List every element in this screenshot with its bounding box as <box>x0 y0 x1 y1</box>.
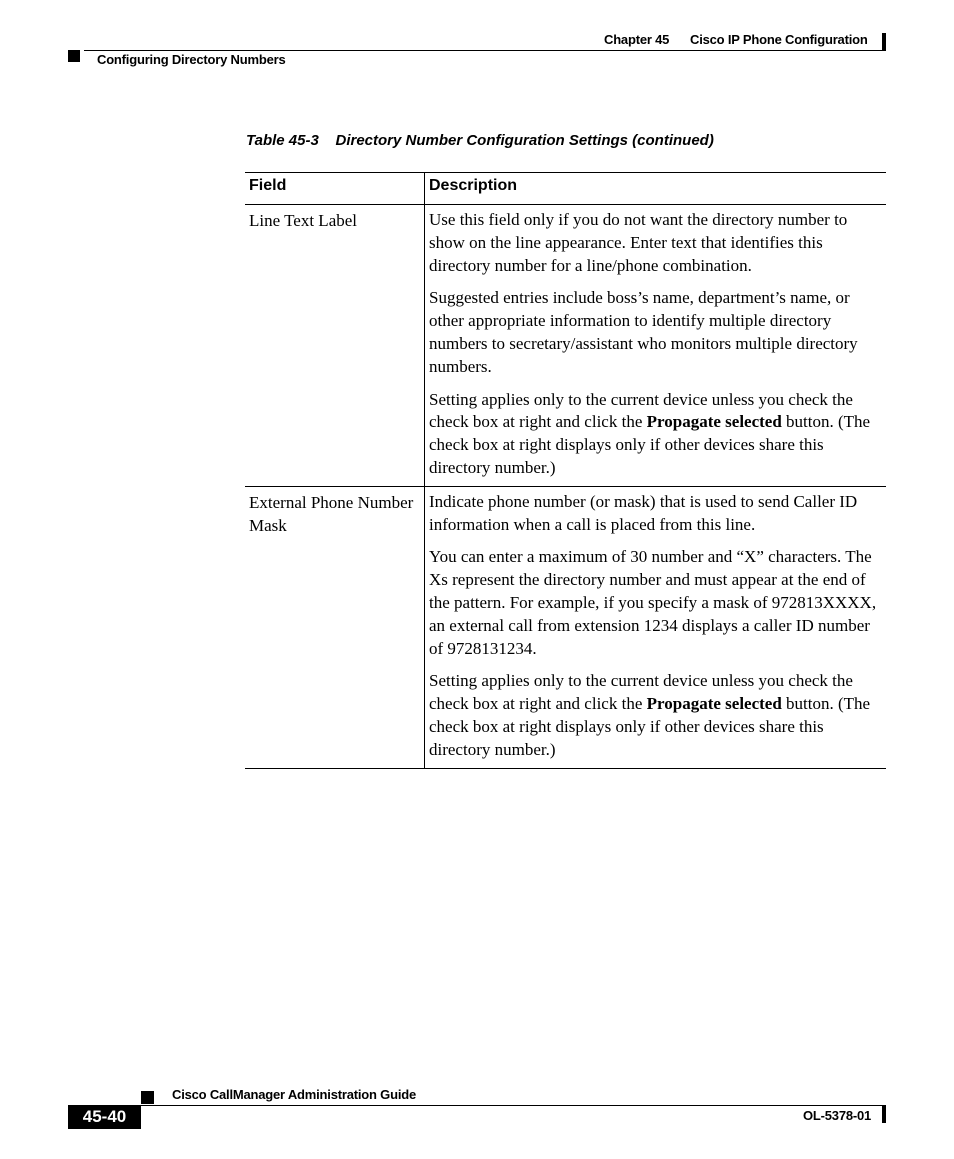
description-paragraph: Indicate phone number (or mask) that is used to send Caller ID information when a call is placed from this line. <box>429 491 858 534</box>
footer-guide-title: Cisco CallManager Administration Guide <box>172 1087 417 1102</box>
column-header-description: Description <box>429 177 518 194</box>
header-chapter-title: Cisco IP Phone Configuration <box>690 32 868 47</box>
field-name: Line Text Label <box>245 205 425 486</box>
header-section: Configuring Directory Numbers <box>97 52 286 67</box>
header-chapter: Chapter 45 <box>604 32 670 47</box>
header-bar-marker <box>882 33 886 50</box>
description-text: button. (The check box at right displays only if other devices share this directory number.) <box>429 694 871 759</box>
settings-table <box>245 172 886 769</box>
description-text: Setting applies only to the current device unless you check the check box at right and click the <box>429 671 853 714</box>
column-header-field: Field <box>245 173 425 204</box>
description-paragraph: You can enter a maximum of 30 number and “X” characters. The Xs represent the directory number and must appear at the end of the pattern. For example, if you specify a mask of 972813XXXX, an external call from extension 1234 displays a caller ID number of 9728131234. <box>429 547 877 658</box>
footer-bar-marker <box>882 1106 886 1123</box>
footer-page-number: 45-40 <box>68 1105 141 1129</box>
button-name-emphasis: Propagate selected <box>646 412 782 432</box>
footer-doc-number: OL-5378-01 <box>803 1108 872 1123</box>
table-header-row <box>245 173 886 205</box>
description-paragraph <box>429 670 882 761</box>
footer-rule <box>141 1105 886 1106</box>
header-square-marker <box>68 50 80 62</box>
header-rule <box>84 50 886 51</box>
description-paragraph: Suggested entries include boss’s name, department’s name, or other appropriate information to identify multiple directory numbers to secretary/assistant who monitors multiple directory numbers. <box>429 288 858 376</box>
table-row <box>245 487 886 769</box>
table-row <box>245 205 886 487</box>
field-description <box>425 487 886 768</box>
description-paragraph <box>429 389 882 480</box>
description-text: Setting applies only to the current device unless you check the check box at right and click the <box>429 389 853 432</box>
field-description <box>425 205 886 486</box>
table-caption: Table 45-3 Directory Number Configuration Settings (continued) <box>246 132 714 149</box>
description-paragraph: Use this field only if you do not want the directory number to show on the line appearance. Enter text that identifies this directory number for a line/phone combination. <box>429 210 848 275</box>
button-name-emphasis: Propagate selected <box>646 694 782 714</box>
field-name: External Phone Number Mask <box>245 487 425 768</box>
footer-square-marker <box>141 1091 154 1104</box>
description-text: button. (The check box at right displays only if other devices share this directory number.) <box>429 412 871 477</box>
